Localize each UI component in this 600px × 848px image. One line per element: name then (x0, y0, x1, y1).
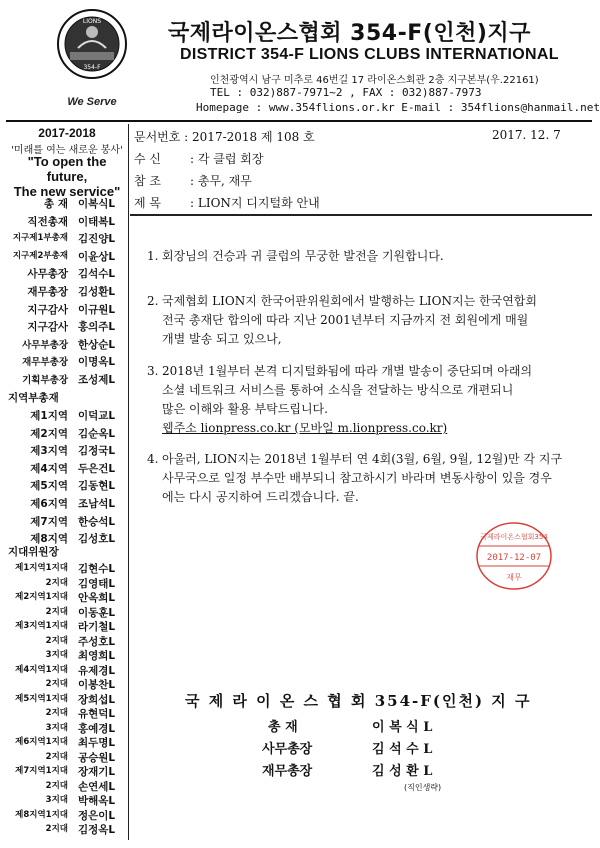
zone-row (6, 677, 128, 692)
motto-english-line: The new service" (13, 184, 121, 199)
officer-sidebar (6, 124, 129, 840)
zone-row (6, 576, 128, 591)
officer-name: 이복식L (78, 198, 116, 210)
zone-name: 주성호L (78, 635, 116, 648)
zone-row (6, 634, 128, 649)
regional-title: 제2지역 (30, 427, 68, 440)
recipient-label: 수 신 (134, 152, 161, 166)
homepage-email: Homepage : www.354flions.or.kr E-mail : 354flions@hanmail.net (196, 101, 600, 114)
officer-title: 재무총장 (27, 285, 68, 298)
zone-row (6, 648, 128, 663)
fiscal-year: 2017-2018 (38, 126, 96, 140)
zone-name: 김현수L (78, 563, 116, 575)
zone-name: 이동훈L (78, 606, 116, 619)
logo-lettering: LIONS (82, 18, 102, 25)
officer-name: 김성환L (78, 285, 116, 298)
zone-row (6, 793, 128, 808)
officer-title: 기획부총장 (22, 374, 68, 386)
regional-name: 김동현L (78, 480, 116, 493)
zone-title: 2지대 (45, 780, 68, 791)
zone-row (6, 808, 128, 823)
org-name-korean: 국제라이온스협회 354-F(인천)지구 (168, 21, 531, 46)
stamp-date: 2017-12-07 (486, 553, 542, 563)
zone-title: 3지대 (45, 722, 68, 733)
paragraph-line: 사무국으로 일정 부수만 배부되니 참고하시기 바라며 변동사항이 있을 경우 (162, 471, 552, 485)
zone-list (6, 561, 128, 837)
paragraph-3 (147, 362, 587, 438)
zone-name: 김영태L (78, 577, 116, 590)
zone-name: 장재기L (78, 766, 116, 778)
paragraph-number: 4. (147, 452, 159, 466)
regional-row (6, 408, 128, 426)
header-divider (6, 120, 592, 122)
zone-name: 안옥희L (78, 592, 116, 604)
regional-list (6, 408, 128, 549)
subject-value: : LION지 디지털화 안내 (190, 196, 320, 210)
officer-name: 김석수L (78, 268, 116, 281)
regional-name: 김성호L (78, 533, 116, 546)
document-number: 문서번호 : 2017-2018 제 108 호 (134, 130, 315, 144)
zone-row (6, 605, 128, 620)
paragraph-line: 국제협회 LION지 한국어판위원회에서 발행하는 LION지는 한국연합회 (162, 294, 537, 308)
signature-title: 사무총장 (262, 742, 313, 757)
officer-name: 이태복L (78, 215, 116, 228)
signature-title: 재무총장 (262, 764, 313, 779)
zone-row (6, 721, 128, 736)
motto-english (6, 154, 128, 199)
paragraph-line: 아울러, LION지는 2018년 1월부터 연 4회(3월, 6월, 9월, 12월)만 각 지구 (162, 452, 563, 466)
regional-title: 제4지역 (30, 462, 68, 475)
officer-row (6, 337, 128, 355)
zone-name: 김정옥L (78, 824, 116, 836)
zone-name: 유제경L (78, 664, 116, 677)
zone-row (6, 619, 128, 634)
zone-row (6, 663, 128, 678)
zone-name: 손연세L (78, 780, 116, 793)
paragraph-line: 개별 발송 되고 있으나, (162, 332, 282, 346)
zone-title: 제5지역1지대 (15, 693, 68, 704)
logo-lettering: 354-F (83, 64, 101, 71)
address: 인천광역시 남구 미추로 46번길 17 라이온스회관 2층 지구본부(우.22161) (210, 75, 539, 86)
officer-name: 조성제L (78, 373, 116, 386)
officer-row (6, 231, 128, 249)
officer-row (6, 266, 128, 284)
zone-row (6, 750, 128, 765)
officer-row (6, 354, 128, 372)
officer-row (6, 284, 128, 302)
zone-title: 2지대 (45, 606, 68, 617)
officer-name: 이명옥L (78, 356, 116, 369)
officer-row (6, 214, 128, 232)
officer-title: 지구감사 (27, 303, 68, 316)
zone-title: 제8지역1지대 (15, 809, 68, 820)
regional-title: 제8지역 (30, 533, 68, 546)
regional-title: 제7지역 (30, 515, 68, 528)
recipient-value: : 각 클럽 회장 (190, 152, 264, 166)
officer-name: 이규원L (78, 303, 116, 316)
officer-title: 재무부총장 (22, 357, 68, 369)
officer-title: 지구제2부총재 (12, 250, 68, 261)
lions-emblem-logo (56, 8, 128, 80)
regional-row (6, 514, 128, 532)
zone-title: 2지대 (45, 751, 68, 762)
regional-title: 제6지역 (30, 497, 68, 510)
zone-name: 유현덕L (78, 708, 116, 720)
zone-title: 2지대 (45, 824, 68, 834)
zone-name: 홍예경L (78, 722, 116, 735)
zone-title: 2지대 (45, 635, 68, 646)
officer-list (6, 196, 128, 390)
officer-name: 김진양L (78, 233, 116, 246)
regional-name: 김순옥L (78, 427, 116, 440)
zone-name: 최두명L (78, 737, 116, 749)
regional-row (6, 443, 128, 461)
officer-title: 지구제1부총재 (12, 233, 68, 244)
regional-name: 이덕교L (78, 410, 116, 422)
zone-row (6, 735, 128, 750)
regional-name: 김정국L (78, 445, 116, 458)
paragraph-line: 많은 이해와 활용 부탁드립니다. (162, 402, 328, 416)
paragraph-number: 3. (147, 364, 159, 378)
tel-fax: TEL : 032)887-7971~2 , FAX : 032)887-7973 (210, 86, 482, 99)
officer-name: 한상순L (78, 338, 116, 351)
zone-title: 제3지역1지대 (15, 621, 68, 631)
officer-row (6, 196, 128, 214)
motto-korean: '미래를 여는 새로운 봉사' (11, 145, 123, 156)
we-serve-tagline: We Serve (67, 96, 117, 108)
zone-name: 공승원L (78, 751, 116, 764)
paragraph-1 (147, 247, 587, 266)
zone-row (6, 590, 128, 605)
zone-title: 2지대 (45, 679, 68, 689)
zone-name: 최영희L (78, 650, 116, 662)
paragraph-line: 소셜 네트워크 서비스를 통하여 소식을 전달하는 방식으로 개편되니 (162, 383, 514, 397)
zone-row (6, 764, 128, 779)
regional-row (6, 496, 128, 514)
document-date: 2017. 12. 7 (492, 128, 561, 142)
subject-label: 제 목 (134, 196, 161, 210)
paragraph-line: 전국 총재단 합의에 따라 지난 2001년부터 지금까지 전 회원에게 매월 (162, 313, 529, 327)
regional-section-title: 지역부총재 (8, 392, 59, 404)
seal-omitted-note: (직인생략) (404, 783, 442, 792)
signature-title: 총 재 (268, 720, 298, 735)
signature-name: 김 성 환 L (372, 764, 433, 779)
zone-title: 제7지역1지대 (15, 766, 68, 776)
zone-name: 장희섭L (78, 693, 116, 706)
paragraph-number: 2. (147, 294, 159, 308)
officer-row (6, 372, 128, 390)
motto-english-line: "To open the future, (27, 154, 107, 184)
zone-name: 정은이L (78, 809, 116, 822)
paragraph-2 (147, 292, 587, 349)
regional-name: 두은건L (78, 462, 116, 475)
paragraph-line: 에는 다시 공지하여 드리겠습니다. 끝. (162, 490, 359, 504)
website-link[interactable]: 웹주소 lionpress.co.kr (모바일 m.lionpress.co.kr) (162, 421, 448, 435)
zone-title: 제2지역1지대 (15, 592, 68, 602)
signature-name: 이 복 식 L (372, 720, 433, 735)
zone-title: 2지대 (45, 708, 68, 718)
stamp-top-text: 국제라이온스협회354 (480, 533, 548, 541)
paragraph-line: 회장님의 건승과 귀 클럽의 무궁한 발전을 기원합니다. (162, 249, 444, 263)
zone-title: 제4지역1지대 (15, 664, 68, 675)
signature-organization: 국 제 라 이 온 스 협 회 354-F(인천) 지 구 (185, 692, 532, 710)
subject-divider (130, 214, 592, 216)
officer-row (6, 302, 128, 320)
reference-label: 참 조 (134, 174, 161, 188)
regional-row (6, 426, 128, 444)
zone-row (6, 779, 128, 794)
paragraph-number: 1. (147, 249, 159, 263)
paragraph-line: 2018년 1월부터 본격 디지털화됨에 따라 개별 발송이 중단되며 아래의 (162, 364, 533, 378)
regional-row (6, 478, 128, 496)
regional-title: 제1지역 (30, 410, 68, 422)
zone-name: 라기철L (78, 621, 116, 633)
zone-name: 박해옥L (78, 795, 116, 807)
stamp-bottom-text: 재무 (506, 573, 522, 582)
officer-row (6, 319, 128, 337)
regional-title: 제3지역 (30, 445, 68, 458)
org-name-english: DISTRICT 354-F LIONS CLUBS INTERNATIONAL (180, 46, 559, 63)
zone-title: 제6지역1지대 (15, 737, 68, 747)
zone-row (6, 692, 128, 707)
zone-title: 2지대 (45, 577, 68, 588)
zone-section-title: 지대위원장 (8, 546, 59, 558)
officer-title: 지구감사 (27, 321, 68, 334)
reference-value: : 총무, 재무 (190, 174, 252, 188)
zone-row (6, 561, 128, 576)
officer-title: 사무부총장 (22, 339, 68, 351)
officer-name: 홍의주L (78, 321, 116, 334)
zone-row (6, 822, 128, 837)
regional-row (6, 461, 128, 479)
regional-name: 한승석L (78, 515, 116, 528)
regional-title: 제5지역 (30, 480, 68, 493)
zone-title: 3지대 (45, 795, 68, 805)
zone-title: 제1지역1지대 (15, 563, 68, 573)
officer-title: 사무총장 (27, 268, 68, 281)
officer-title: 직전총재 (27, 215, 68, 228)
officer-title: 총 재 (44, 198, 68, 210)
officer-row (6, 249, 128, 267)
signature-name: 김 석 수 L (372, 742, 433, 757)
zone-title: 3지대 (45, 650, 68, 660)
zone-row (6, 706, 128, 721)
officer-name: 이윤상L (78, 250, 116, 263)
zone-name: 이봉찬L (78, 679, 116, 691)
paragraph-4 (147, 450, 587, 507)
regional-name: 조남석L (78, 497, 116, 510)
receipt-stamp (474, 520, 554, 592)
